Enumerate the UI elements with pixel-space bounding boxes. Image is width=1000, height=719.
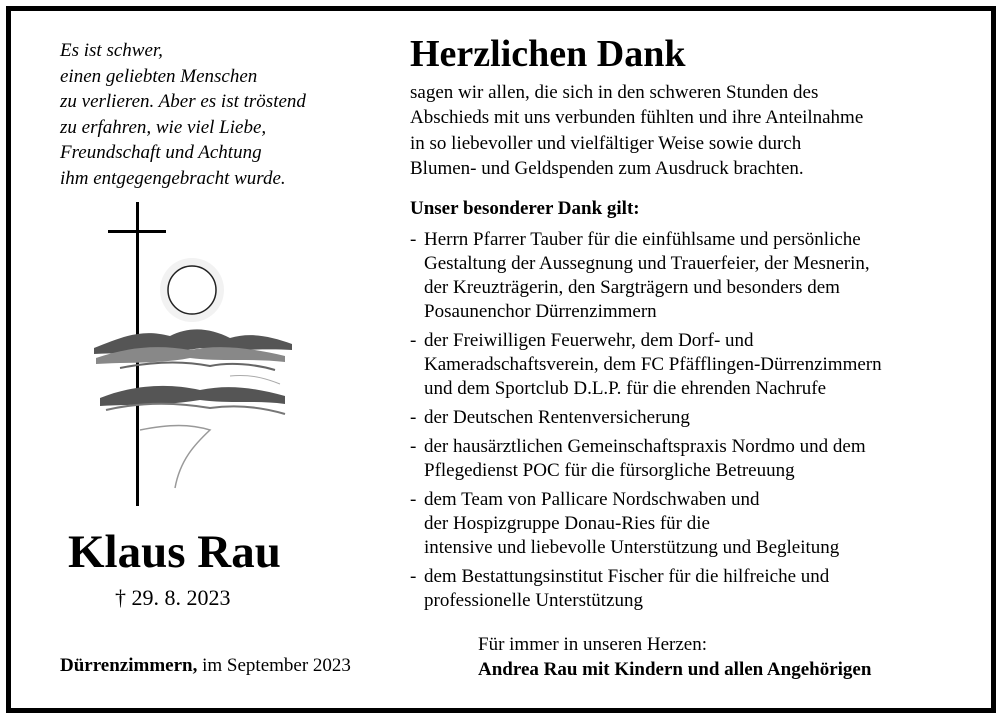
list-item [410,406,882,430]
date-text: im September 2023 [202,655,351,676]
dash-bullet: - [410,407,417,428]
list-item [410,435,882,483]
item-line: Kameradschaftsverein, dem FC Pfäfflingen-Dürrenzimmern [424,354,882,375]
item-line: Pflegedienst POC für die fürsorgliche Betreuung [424,460,795,481]
list-item [410,565,882,613]
thanks-intro [410,80,863,181]
item-line: der Deutschen Rentenversicherung [424,407,690,428]
place-date [60,655,351,677]
dash-bullet: - [410,330,417,351]
list-item [410,329,882,401]
dash-bullet: - [410,566,417,587]
page-title: Herzlichen Dank [410,33,686,75]
intro-line: sagen wir allen, die sich in den schweren Stunden des [410,82,819,103]
sun-icon [160,258,224,322]
dash-bullet: - [410,489,417,510]
item-line: Posaunenchor Dürrenzimmern [424,301,657,322]
dash-bullet: - [410,436,417,457]
item-line: dem Team von Pallicare Nordschwaben und [424,489,760,510]
landscape-hills [94,329,292,488]
intro-line: Abschieds mit uns verbunden fühlten und ihre Anteilnahme [410,107,864,129]
poem-line: Freundschaft und Achtung [60,142,262,163]
thanks-list [410,228,882,618]
item-line: dem Bestattungsinstitut Fischer für die hilfreiche und [424,566,830,587]
list-item [410,488,882,560]
closing-block [478,632,871,682]
signature: Andrea Rau mit Kindern und allen Angehörigen [478,659,872,680]
item-line: der Freiwilligen Feuerwehr, dem Dorf- und [424,330,754,351]
item-line: der hausärztlichen Gemeinschaftspraxis Nordmo und dem [424,436,866,457]
closing-intro: Für immer in unseren Herzen: [478,634,707,655]
item-line: der Kreuzträgerin, den Sargträgern und besonders dem [424,277,840,298]
place-name: Dürrenzimmern, [60,655,198,676]
item-line: und dem Sportclub D.L.P. für die ehrenden Nachrufe [424,378,827,399]
item-line: Gestaltung der Aussegnung und Trauerfeier, der Mesnerin, [424,253,870,274]
item-line: Herrn Pfarrer Tauber für die einfühlsame und persönliche [424,229,861,250]
memorial-poem [60,38,306,191]
item-line: intensive und liebevolle Unterstützung und Begleitung [424,537,840,558]
poem-line: einen geliebten Menschen [60,65,258,87]
poem-line: ihm entgegengebracht wurde. [60,167,286,189]
poem-line: zu erfahren, wie viel Liebe, [60,116,267,138]
item-line: professionelle Unterstützung [424,590,643,611]
poem-line: zu verlieren. Aber es ist tröstend [60,91,306,112]
cross-landscape-illustration [80,198,310,510]
list-item [410,228,882,324]
dash-bullet: - [410,229,417,250]
deceased-name: Klaus Rau [68,526,281,578]
poem-line: Es ist schwer, [60,40,163,61]
item-line: der Hospizgruppe Donau-Ries für die [424,513,710,534]
intro-line: in so liebevoller und vielfältiger Weise sowie durch [410,132,802,154]
special-thanks-heading: Unser besonderer Dank gilt: [410,198,640,219]
death-date: † 29. 8. 2023 [115,585,231,610]
intro-line: Blumen- und Geldspenden zum Ausdruck brachten. [410,157,804,179]
